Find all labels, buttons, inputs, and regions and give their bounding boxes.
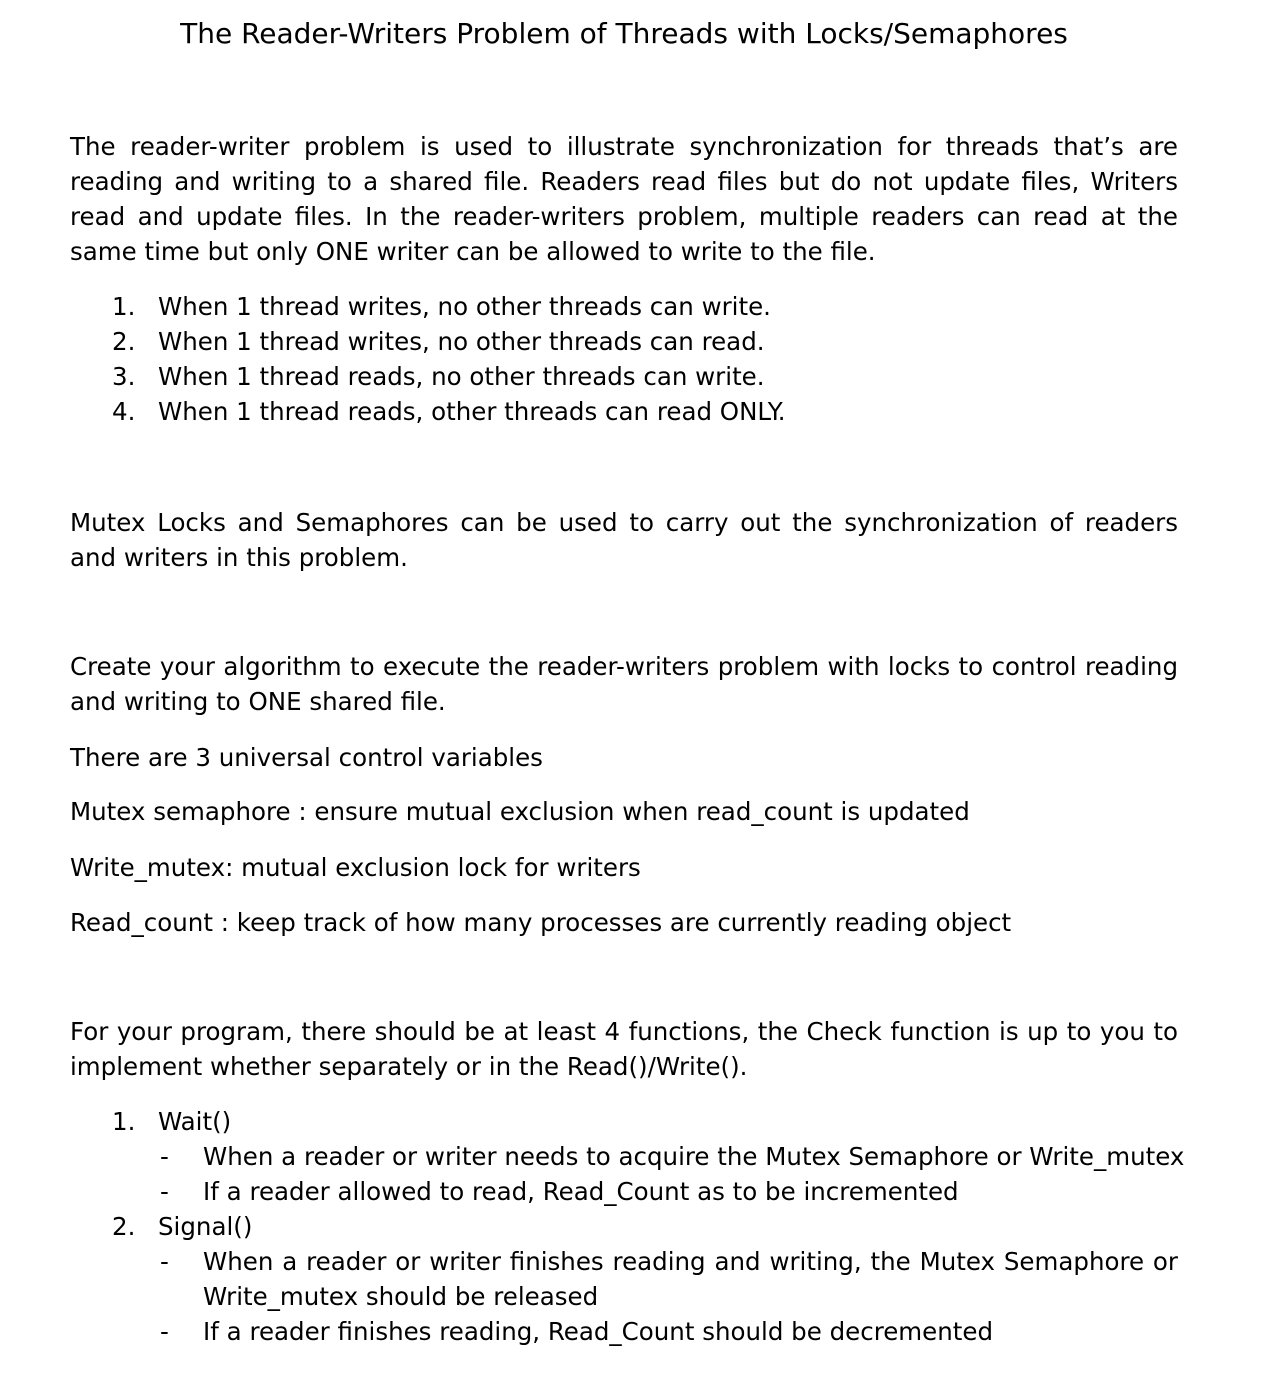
list-number: 1. [112,292,136,321]
dash-bullet: - [160,1317,169,1346]
sub-item-text: If a reader allowed to read, Read_Count as to be incremented [203,1177,959,1206]
sub-list-item [0,1174,1276,1209]
variable-write-mutex: Write_mutex: mutual exclusion lock for writers [70,853,641,882]
list-item [0,324,1276,359]
list-number: 4. [112,397,136,426]
list-number: 2. [112,327,136,356]
sub-list-item [0,1139,1276,1174]
list-number: 1. [112,1107,136,1136]
intro-paragraph: The reader-writer problem is used to illustrate synchronization for threads that’s are reading and writing to a shared file. Readers read files but do not update files, Writers read and update files. In the reader-writers problem, multiple readers can read at the same time but only ONE writer can be allowed to write to the file. [70,132,1178,266]
functions-list [0,1104,1276,1349]
list-text: When 1 thread reads, no other threads can write. [158,362,765,391]
list-item [0,289,1276,324]
list-item [0,1209,1276,1244]
dash-bullet: - [160,1177,169,1206]
variable-read-count: Read_count : keep track of how many processes are currently reading object [70,908,1012,937]
rules-list [0,289,1276,429]
sub-item-text: When a reader or writer finishes reading and writing, the Mutex Semaphore or Write_mutex should be released [203,1247,1178,1311]
variables-intro: There are 3 universal control variables [70,743,543,772]
page-title: The Reader-Writers Problem of Threads with Locks/Semaphores [180,17,1068,50]
function-name: Signal() [158,1212,253,1241]
sub-list-item [0,1314,1276,1349]
functions-intro-paragraph: For your program, there should be at least 4 functions, the Check function is up to you to implement whether separately or in the Read()/Write(). [70,1017,1178,1081]
list-text: When 1 thread writes, no other threads can write. [158,292,771,321]
dash-bullet: - [160,1247,169,1276]
list-number: 3. [112,362,136,391]
list-number: 2. [112,1212,136,1241]
list-item [0,1104,1276,1139]
variable-mutex-semaphore: Mutex semaphore : ensure mutual exclusion when read_count is updated [70,797,970,826]
dash-bullet: - [160,1142,169,1171]
task-paragraph: Create your algorithm to execute the reader-writers problem with locks to control reading and writing to ONE shared file. [70,652,1178,716]
sub-item-text: When a reader or writer needs to acquire the Mutex Semaphore or Write_mutex [203,1142,1185,1171]
list-text: When 1 thread writes, no other threads can read. [158,327,765,356]
sub-list-item [0,1244,1276,1314]
sync-note-paragraph: Mutex Locks and Semaphores can be used to carry out the synchronization of readers and writers in this problem. [70,508,1178,572]
function-name: Wait() [158,1107,232,1136]
list-item [0,359,1276,394]
list-text: When 1 thread reads, other threads can read ONLY. [158,397,786,426]
list-item [0,394,1276,429]
sub-item-text: If a reader finishes reading, Read_Count should be decremented [203,1317,993,1346]
